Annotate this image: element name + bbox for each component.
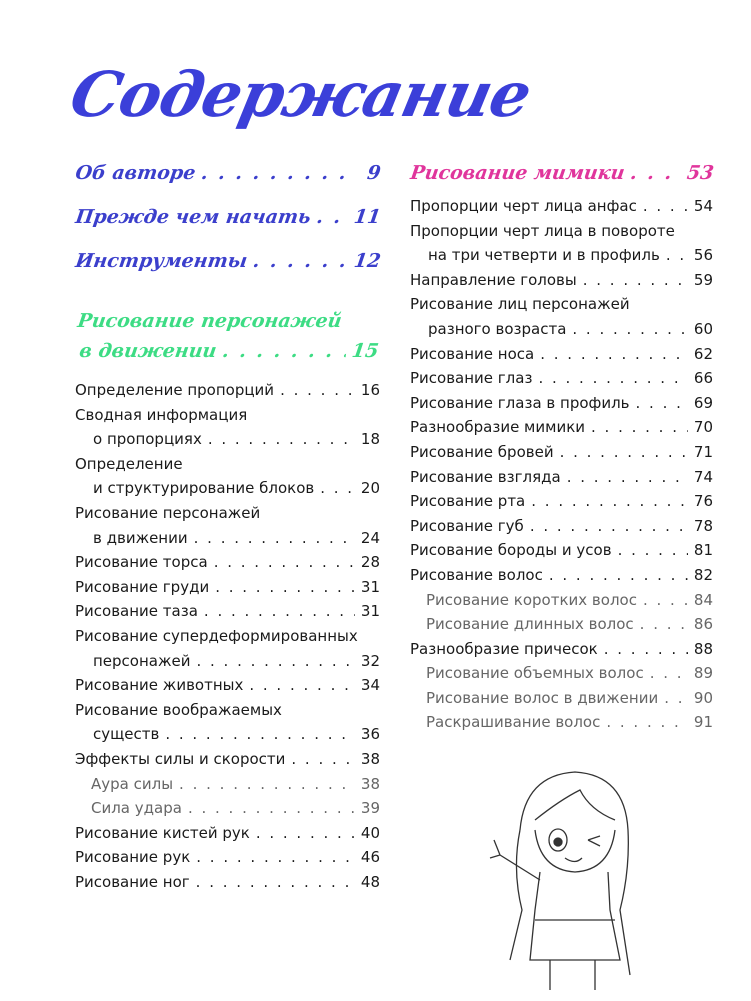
dot-leader (208, 427, 355, 452)
toc-line (75, 310, 384, 340)
toc-line (410, 292, 713, 317)
toc-entry-title: Разнообразие мимики (410, 418, 585, 437)
page-number: 62 (693, 344, 713, 363)
toc-line (75, 575, 380, 600)
dot-leader (252, 250, 350, 272)
toc-entry-title: Рисование персонажей (76, 310, 344, 332)
page-number: 78 (693, 516, 713, 535)
toc-entry[interactable] (75, 747, 380, 772)
dot-leader (291, 747, 355, 772)
toc-line (410, 342, 713, 367)
toc-entry-title: Рисование носа (410, 344, 535, 363)
toc-entry-title: Эффекты силы и скорости (75, 749, 286, 768)
dot-leader (629, 162, 683, 184)
toc-line (410, 219, 713, 244)
toc-line (75, 427, 380, 452)
dot-leader (636, 391, 688, 416)
toc-line (75, 698, 380, 723)
toc-subentry[interactable] (75, 796, 380, 821)
page-number: 40 (360, 823, 380, 842)
toc-entry-title: Рисование глаза в профиль (410, 393, 630, 412)
toc-entry-title: Рисование торса (75, 553, 208, 572)
page-title: Содержание (64, 58, 538, 131)
toc-entry-title: в движении (93, 528, 188, 547)
dot-leader (530, 514, 688, 539)
toc-entry[interactable] (410, 391, 713, 416)
dot-leader (215, 575, 355, 600)
toc-entry-title: Сила удара (91, 799, 182, 818)
toc-entry-title: Рисование губ (410, 516, 524, 535)
toc-entry[interactable] (75, 550, 380, 575)
page-number: 11 (352, 206, 383, 228)
dot-leader (664, 686, 688, 711)
toc-entry[interactable] (75, 501, 380, 550)
dot-leader (196, 870, 355, 895)
toc-line (410, 637, 713, 662)
toc-entry[interactable] (410, 440, 713, 465)
toc-entry-title: Рисование волос в движении (426, 688, 659, 707)
toc-entry-title: в движении (77, 340, 218, 362)
toc-line (75, 673, 380, 698)
toc-line (410, 243, 713, 268)
toc-entry-title: Рисование длинных волос (426, 615, 634, 634)
toc-entry-title: разного возраста (428, 319, 567, 338)
toc-entry[interactable] (410, 194, 713, 219)
dot-leader (650, 661, 688, 686)
dot-leader (531, 489, 688, 514)
page-number: 48 (360, 872, 380, 891)
page-number: 34 (360, 676, 380, 695)
toc-entry-title: о пропорциях (93, 430, 202, 449)
toc-entry[interactable] (75, 698, 380, 747)
page-number: 91 (693, 713, 713, 732)
toc-line (410, 391, 713, 416)
page-number: 15 (350, 340, 380, 362)
toc-line (75, 452, 380, 477)
toc-entry-title: Определение (75, 454, 183, 473)
toc-line (75, 403, 380, 428)
toc-entry[interactable] (75, 452, 380, 501)
page-number: 84 (693, 590, 713, 609)
toc-entry[interactable] (75, 845, 380, 870)
toc-section[interactable] (73, 206, 382, 236)
page-number: 74 (693, 467, 713, 486)
dot-leader (572, 317, 688, 342)
page-number: 16 (360, 381, 380, 399)
toc-entry-title: Раскрашивание волос (426, 713, 601, 732)
toc-entry[interactable] (75, 378, 380, 403)
page-number: 70 (693, 418, 713, 437)
dot-leader (179, 772, 355, 797)
chibi-girl-illustration (480, 760, 650, 995)
page-number: 9 (365, 162, 383, 184)
toc-entry[interactable] (410, 563, 713, 588)
toc-line (410, 465, 713, 490)
toc-line (426, 588, 713, 613)
page-number: 18 (360, 430, 380, 449)
page-number: 82 (693, 565, 713, 584)
page-number: 56 (693, 246, 713, 265)
toc-line (410, 366, 713, 391)
dot-leader (196, 649, 354, 674)
toc-line (73, 206, 382, 236)
toc-left-column (74, 162, 383, 894)
toc-entry-title: Рисование лиц персонажей (410, 295, 630, 314)
toc-entry[interactable] (75, 403, 380, 452)
toc-line (71, 340, 380, 370)
page-number: 46 (360, 848, 380, 867)
page-number: 20 (360, 479, 380, 498)
toc-entry-title: Рисование глаз (410, 369, 533, 388)
toc-line (75, 722, 380, 747)
dot-leader (567, 465, 688, 490)
toc-line (410, 538, 713, 563)
toc-entry[interactable] (410, 415, 713, 440)
toc-entry-title: Пропорции черт лица в повороте (410, 221, 675, 240)
dot-leader (194, 526, 355, 551)
toc-section[interactable] (73, 250, 382, 280)
toc-entry-title: Аура силы (91, 774, 174, 793)
toc-entry-title: Инструменты (74, 250, 249, 272)
toc-entry-title: Рисование бороды и усов (410, 541, 612, 560)
toc-entry-title: Рисование объемных волос (426, 664, 644, 683)
toc-entry[interactable] (410, 514, 713, 539)
page-number: 28 (360, 553, 380, 572)
dot-leader (560, 440, 688, 465)
page-number: 38 (360, 749, 380, 768)
toc-section[interactable] (408, 162, 715, 192)
page-number: 71 (693, 442, 713, 461)
toc-entry-title: Сводная информация (75, 405, 248, 424)
toc-line (91, 772, 380, 797)
toc-line (75, 526, 380, 551)
dot-leader (256, 821, 355, 846)
toc-entry[interactable] (75, 870, 380, 895)
toc-line (426, 661, 713, 686)
toc-entry-title: Рисование животных (75, 676, 244, 695)
toc-entry-title: Рисование воображаемых (75, 700, 282, 719)
page-number: 32 (360, 651, 380, 670)
toc-entry-title: Рисование взгляда (410, 467, 561, 486)
dot-leader (618, 538, 688, 563)
toc-section[interactable] (71, 310, 384, 370)
page-number: 12 (352, 250, 383, 272)
toc-line (91, 796, 380, 821)
page-number: 66 (693, 369, 713, 388)
dot-leader (214, 550, 355, 575)
page-number: 76 (693, 492, 713, 511)
toc-entry-title: Рисование персонажей (75, 503, 261, 522)
dot-leader (249, 673, 355, 698)
toc-entry[interactable] (75, 821, 380, 846)
toc-line (410, 317, 713, 342)
toc-entry-title: Рисование коротких волос (426, 590, 637, 609)
dot-leader (583, 268, 688, 293)
toc-line (73, 250, 382, 280)
toc-entry-title: персонажей (93, 651, 191, 670)
toc-subentry[interactable] (410, 686, 713, 711)
dot-leader (591, 415, 688, 440)
toc-entry[interactable] (410, 465, 713, 490)
dot-leader (606, 710, 688, 735)
toc-subentry[interactable] (410, 661, 713, 686)
dot-leader (188, 796, 355, 821)
toc-entry-title: Рисование супердеформированных (75, 626, 358, 645)
toc-line (410, 489, 713, 514)
toc-entry-title: на три четверти и в профиль (428, 246, 660, 265)
toc-line (75, 747, 380, 772)
page-number: 53 (685, 162, 716, 184)
toc-entry-title: Рисование рук (75, 848, 191, 867)
toc-entry-title: Пропорции черт лица анфас (410, 197, 637, 215)
toc-line (75, 378, 380, 403)
dot-leader (604, 637, 688, 662)
page-number: 31 (360, 577, 380, 596)
toc-line (426, 710, 713, 735)
page-number: 38 (360, 774, 380, 793)
toc-line (75, 870, 380, 895)
toc-entry-title: Рисование бровей (410, 442, 554, 461)
toc-entry[interactable] (410, 637, 713, 662)
toc-entry-title: Разнообразие причесок (410, 639, 598, 658)
toc-entry[interactable] (75, 624, 380, 673)
toc-entry-title: Направление головы (410, 270, 577, 289)
toc-line (75, 821, 380, 846)
dot-leader (280, 378, 355, 403)
toc-entry-title: и структурирование блоков (93, 479, 315, 498)
page-number: 59 (693, 270, 713, 289)
toc-line (410, 268, 713, 293)
page-number: 89 (693, 664, 713, 683)
dot-leader (165, 722, 355, 747)
page-number: 69 (693, 393, 713, 412)
toc-entry-title: Рисование волос (410, 565, 543, 584)
toc-line (410, 563, 713, 588)
toc-entry[interactable] (410, 219, 713, 268)
page-number: 39 (360, 799, 380, 818)
toc-line (410, 415, 713, 440)
toc-entry[interactable] (410, 268, 713, 293)
dot-leader (538, 366, 687, 391)
page-number: 24 (360, 528, 380, 547)
dot-leader (640, 612, 688, 637)
toc-line (426, 612, 713, 637)
toc-subentry[interactable] (410, 612, 713, 637)
toc-entry[interactable] (410, 342, 713, 367)
dot-leader (320, 476, 355, 501)
toc-line (410, 440, 713, 465)
dot-leader (200, 162, 358, 184)
dot-leader (549, 563, 688, 588)
toc-line (75, 649, 380, 674)
page-number: 60 (693, 319, 713, 338)
toc-line (75, 501, 380, 526)
toc-line (408, 162, 715, 192)
toc-subentry[interactable] (75, 772, 380, 797)
dot-leader (643, 194, 688, 219)
toc-entry-title: Рисование таза (75, 602, 198, 621)
page-number: 90 (693, 688, 713, 707)
toc-line (75, 550, 380, 575)
dot-leader (540, 342, 688, 367)
toc-entry[interactable] (410, 538, 713, 563)
dot-leader (643, 588, 688, 613)
toc-line (426, 686, 713, 711)
page-number: 31 (360, 602, 380, 621)
toc-section[interactable] (73, 162, 382, 192)
dot-leader (315, 206, 350, 228)
toc-entry[interactable] (410, 489, 713, 514)
toc-entry-title: Об авторе (74, 162, 197, 184)
toc-entry[interactable] (75, 673, 380, 698)
page-number: 88 (693, 639, 713, 658)
page-number: 86 (693, 615, 713, 634)
toc-entry-title: Рисование мимики (409, 162, 627, 184)
toc-line (75, 624, 380, 649)
page-number: 81 (693, 541, 713, 560)
toc-line (410, 194, 713, 219)
toc-entry[interactable] (410, 366, 713, 391)
toc-entry-title: Определение пропорций (75, 381, 275, 399)
toc-subentry[interactable] (410, 710, 713, 735)
toc-entry[interactable] (75, 599, 380, 624)
toc-line (75, 599, 380, 624)
toc-entry-title: Рисование кистей рук (75, 823, 250, 842)
toc-line (410, 514, 713, 539)
toc-line (75, 845, 380, 870)
page-number: 36 (360, 725, 380, 744)
toc-line (75, 476, 380, 501)
dot-leader (666, 243, 688, 268)
toc-entry-title: Прежде чем начать (74, 206, 313, 228)
dot-leader (196, 845, 355, 870)
toc-subentry[interactable] (410, 588, 713, 613)
dot-leader (204, 599, 355, 624)
toc-line (73, 162, 382, 192)
toc-entry-title: Рисование груди (75, 577, 210, 596)
toc-entry[interactable] (410, 292, 713, 341)
toc-entry-title: Рисование ног (75, 872, 190, 891)
dot-leader (221, 340, 348, 362)
toc-entry[interactable] (75, 575, 380, 600)
toc-right-column (409, 162, 716, 735)
toc-entry-title: Рисование рта (410, 492, 526, 511)
toc-entry-title: существ (93, 725, 160, 744)
page-number: 54 (693, 197, 713, 215)
